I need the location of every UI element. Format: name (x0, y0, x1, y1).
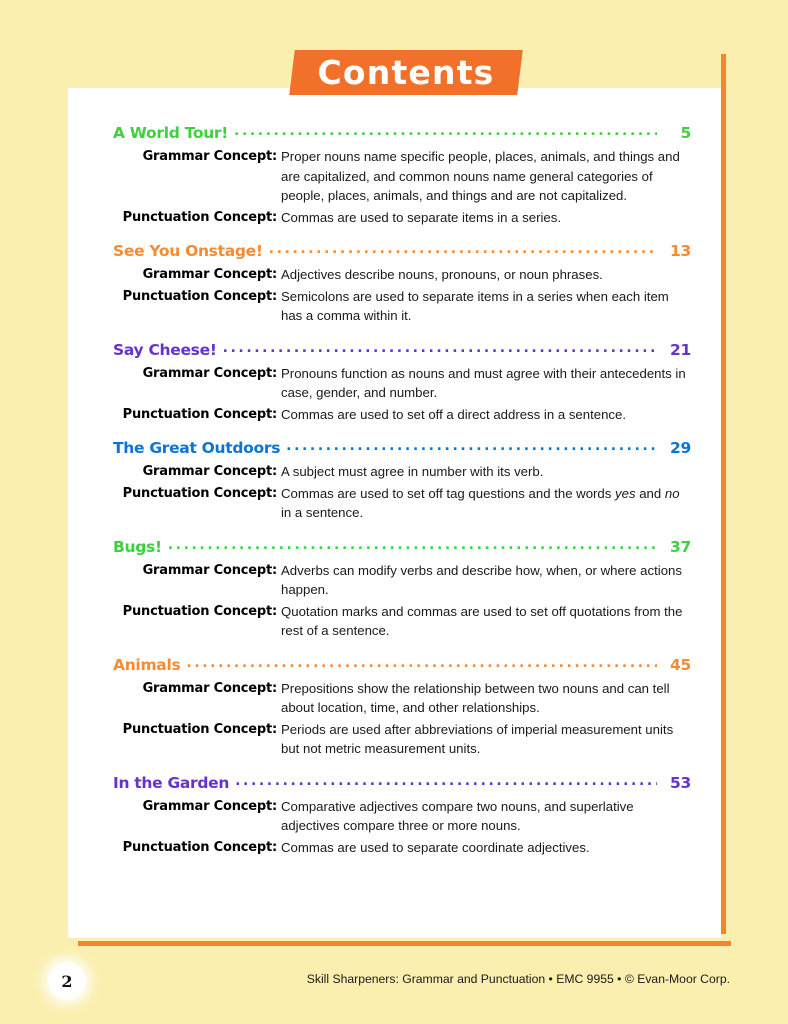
dot-leader (286, 438, 657, 452)
concept-list (113, 364, 691, 425)
grammar-concept-text: A subject must agree in number with its verb. (281, 464, 544, 479)
contents-banner (289, 50, 523, 95)
toc-entry-title[interactable]: Animals (113, 655, 181, 674)
toc-entry-page-number[interactable]: 13 (670, 242, 691, 260)
punctuation-concept-row (113, 602, 691, 641)
grammar-concept-row (113, 462, 691, 482)
grammar-concept-label: Grammar Concept: (142, 798, 277, 814)
toc-entry-page-number[interactable]: 53 (670, 773, 691, 792)
punctuation-concept-row (113, 208, 691, 228)
punctuation-concept-text: Commas are used to set off tag questions and the words yes and no in a sentence. (281, 485, 680, 520)
grammar-concept-row (113, 147, 691, 206)
grammar-concept-label: Grammar Concept: (142, 562, 277, 578)
toc-entry-header[interactable] (113, 341, 691, 359)
toc-entry-header[interactable] (113, 124, 691, 142)
dot-leader (235, 773, 657, 787)
toc-entry-page-number[interactable]: 29 (670, 439, 691, 457)
grammar-concept-label: Grammar Concept: (142, 149, 277, 164)
punctuation-concept-text: Commas are used to separate coordinate adjectives. (281, 839, 590, 855)
footer-credit: Skill Sharpeners: Grammar and Punctuation • EMC 9955 • © Evan-Moor Corp. (306, 972, 730, 986)
toc-entry-title[interactable]: Bugs! (113, 537, 162, 556)
punctuation-concept-text: Commas are used to set off a direct address in a sentence. (281, 406, 627, 422)
grammar-concept-row (113, 265, 691, 285)
toc-entry-page-number[interactable]: 5 (680, 124, 691, 142)
toc-entry-header[interactable] (113, 439, 691, 457)
grammar-concept-row (113, 364, 691, 403)
toc-entry-page-number[interactable]: 21 (670, 340, 691, 359)
punctuation-concept-label: Punctuation Concept: (122, 485, 277, 501)
concept-list (113, 679, 691, 759)
toc-entry (113, 341, 691, 425)
concept-list (113, 797, 691, 858)
frame-accent-bottom (78, 941, 731, 946)
punctuation-concept-label: Punctuation Concept: (122, 603, 277, 619)
grammar-concept-text: Prepositions show the relationship between two nouns and can tell about location, time, and other relationships. (281, 680, 670, 715)
dot-leader (186, 655, 657, 669)
toc-entry (113, 538, 691, 641)
toc-entry-title[interactable]: The Great Outdoors (113, 439, 281, 457)
toc-entry-title[interactable]: A World Tour! (113, 124, 229, 142)
grammar-concept-row (113, 561, 691, 600)
punctuation-concept-label: Punctuation Concept: (122, 288, 277, 304)
toc-entry-header[interactable] (113, 242, 691, 260)
punctuation-concept-text: Commas are used to separate items in a series. (281, 209, 561, 225)
punctuation-concept-row (113, 720, 691, 759)
grammar-concept-text: Proper nouns name specific people, places, animals, and things and are capitalized, and common nouns name general categories of people, places, animals, and things and are not capitalized. (281, 149, 680, 203)
punctuation-concept-row (113, 287, 691, 326)
toc-entry-title[interactable]: In the Garden (113, 773, 230, 792)
toc-entry (113, 124, 691, 227)
frame-accent-right (721, 54, 726, 934)
toc-entry-page-number[interactable]: 45 (670, 655, 691, 674)
grammar-concept-text: Pronouns function as nouns and must agree with their antecedents in case, gender, and number. (281, 365, 686, 400)
grammar-concept-row (113, 679, 691, 718)
concept-list (113, 561, 691, 641)
punctuation-concept-text: Semicolons are used to separate items in a series when each item has a comma within it. (281, 288, 669, 323)
toc-entry-header[interactable] (113, 656, 691, 674)
grammar-concept-label: Grammar Concept: (142, 680, 277, 696)
punctuation-concept-label: Punctuation Concept: (122, 209, 277, 225)
toc-entry-header[interactable] (113, 538, 691, 556)
punctuation-concept-text: Periods are used after abbreviations of imperial measurement units but not metric measurement units. (281, 721, 674, 756)
grammar-concept-text: Adverbs can modify verbs and describe how, when, or where actions happen. (281, 562, 682, 597)
grammar-concept-label: Grammar Concept: (142, 267, 277, 282)
punctuation-concept-row (113, 838, 691, 858)
dot-leader (234, 123, 657, 137)
toc-entry (113, 439, 691, 523)
punctuation-concept-text: Quotation marks and commas are used to set off quotations from the rest of a sentence. (281, 603, 683, 638)
toc-entry (113, 774, 691, 858)
punctuation-concept-row (113, 405, 691, 425)
toc-entry (113, 242, 691, 326)
table-of-contents (113, 124, 691, 872)
punctuation-concept-row (113, 484, 691, 523)
dot-leader (223, 340, 657, 354)
toc-entry-title[interactable]: Say Cheese! (113, 340, 217, 359)
grammar-concept-label: Grammar Concept: (142, 365, 277, 381)
punctuation-concept-label: Punctuation Concept: (122, 406, 277, 422)
concept-list (113, 265, 691, 326)
page-title: Contents (317, 53, 495, 92)
grammar-concept-row (113, 797, 691, 836)
grammar-concept-text: Adjectives describe nouns, pronouns, or noun phrases. (281, 267, 603, 282)
punctuation-concept-label: Punctuation Concept: (122, 839, 277, 855)
concept-list (113, 462, 691, 523)
grammar-concept-text: Comparative adjectives compare two nouns, and superlative adjectives compare three or more nouns. (281, 798, 634, 833)
toc-entry-header[interactable] (113, 774, 691, 792)
toc-entry-page-number[interactable]: 37 (670, 537, 691, 556)
dot-leader (168, 537, 657, 551)
dot-leader (269, 241, 657, 255)
punctuation-concept-label: Punctuation Concept: (122, 721, 277, 737)
toc-entry-title[interactable]: See You Onstage! (113, 242, 263, 260)
concept-list (113, 147, 691, 227)
page-number-badge: 2 (48, 962, 86, 1000)
grammar-concept-label: Grammar Concept: (142, 464, 277, 479)
toc-entry (113, 656, 691, 759)
